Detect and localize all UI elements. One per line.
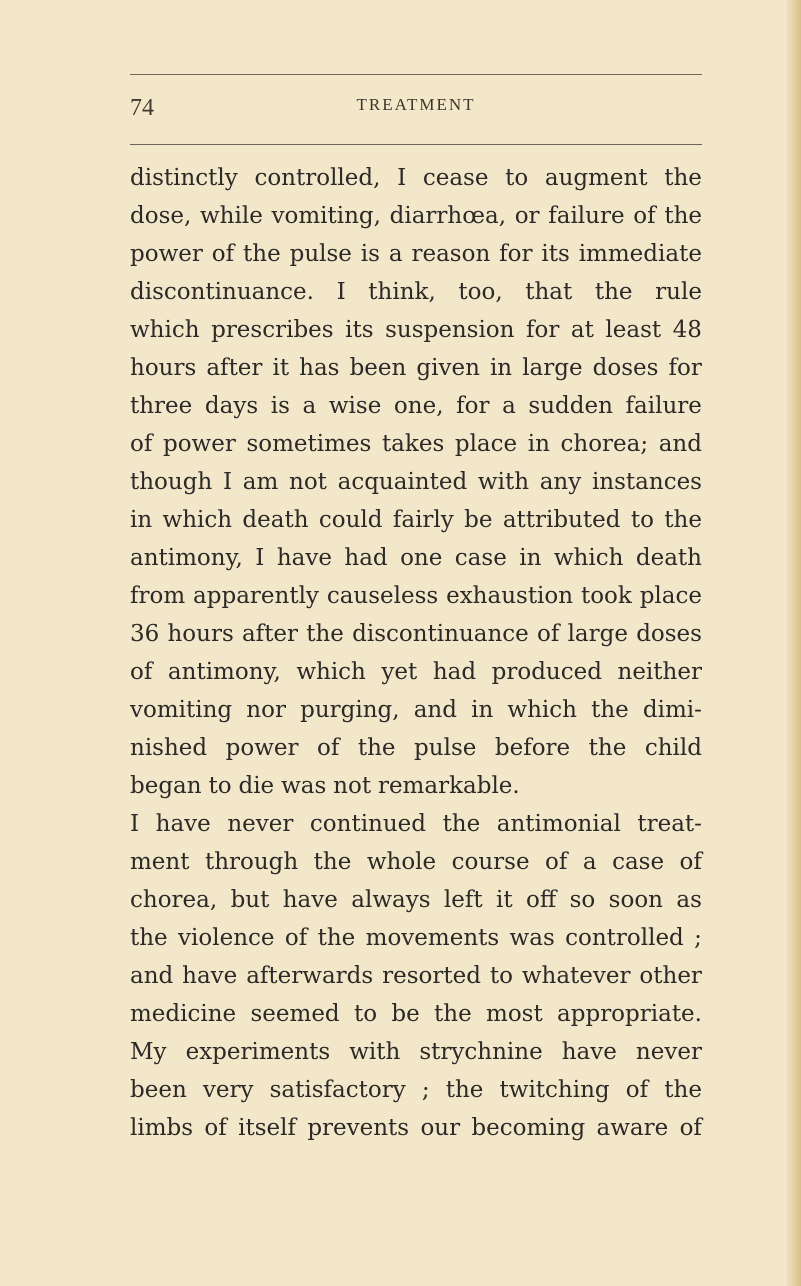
word: of (537, 621, 560, 647)
word: the (243, 241, 281, 267)
text-line (130, 501, 702, 539)
text-line (130, 387, 702, 425)
word: discontinuance. (130, 279, 314, 305)
text-line (130, 653, 702, 691)
word: the (588, 735, 627, 761)
word: to (630, 507, 654, 533)
word: of (204, 1115, 227, 1141)
word: distinctly (130, 165, 238, 191)
word: could (318, 507, 383, 533)
word: power (162, 431, 236, 457)
word: which (130, 317, 200, 343)
word: resorted (382, 963, 481, 989)
word: augment (544, 165, 648, 191)
word: in (130, 507, 153, 533)
word: soon (608, 887, 663, 913)
text-line (130, 159, 702, 197)
word: sometimes (246, 431, 372, 457)
word: exhaustion (446, 583, 574, 609)
word: experiments (185, 1039, 331, 1065)
word: one (400, 545, 443, 571)
word: strychnine (419, 1039, 543, 1065)
text-line (130, 1071, 702, 1109)
word: of (284, 925, 308, 951)
word: of (211, 241, 235, 267)
word: nished (130, 735, 208, 761)
word: of (130, 431, 153, 457)
word: twitching (499, 1077, 610, 1103)
word: death (242, 507, 309, 533)
word: which (296, 659, 366, 685)
word: the (664, 1077, 702, 1103)
word: which (162, 507, 233, 533)
word: case (612, 849, 665, 875)
word: the (434, 1001, 472, 1027)
word: hours (130, 355, 197, 381)
word: with (349, 1039, 401, 1065)
word: the (130, 925, 168, 951)
word: after (241, 621, 299, 647)
word: been (349, 355, 407, 381)
word: of (130, 659, 153, 685)
word: instances (591, 469, 702, 495)
word: I (336, 279, 346, 305)
word: dimi- (642, 697, 702, 723)
word: rule (655, 279, 702, 305)
word: the (313, 849, 352, 875)
word: but (230, 887, 270, 913)
word: for (668, 355, 702, 381)
word: 48 (672, 317, 702, 343)
word: as (676, 887, 702, 913)
text-line (130, 881, 702, 919)
word: diarrhœa, (389, 203, 506, 229)
word: whatever (521, 963, 631, 989)
word: takes (381, 431, 445, 457)
word: continued (309, 811, 427, 837)
word: death (635, 545, 702, 571)
word: of (545, 849, 568, 875)
word: left (443, 887, 483, 913)
word: before (494, 735, 571, 761)
word: least (605, 317, 662, 343)
text-line (130, 425, 702, 463)
word: prescribes (211, 317, 334, 343)
word: is (270, 393, 290, 419)
word: doses (592, 355, 659, 381)
word: I (255, 545, 265, 571)
word: of (633, 203, 656, 229)
word: the (594, 279, 633, 305)
text-line (130, 1033, 702, 1071)
word: whole (366, 849, 437, 875)
page-number: 74 (130, 95, 154, 121)
text-line (130, 957, 702, 995)
word: prevents (307, 1115, 410, 1141)
word: had (432, 659, 477, 685)
word: becoming (471, 1115, 586, 1141)
word: controlled, (254, 165, 381, 191)
word: acquainted (337, 469, 468, 495)
word: the (357, 735, 396, 761)
text-line (130, 311, 702, 349)
word: pulse (414, 735, 477, 761)
word: a (388, 241, 403, 267)
text-line (130, 349, 702, 387)
word: yet (381, 659, 418, 685)
word: not (333, 773, 372, 799)
word: My (130, 1039, 167, 1065)
word: course (451, 849, 530, 875)
word: power (225, 735, 299, 761)
word: most (486, 1001, 543, 1027)
word: causeless (326, 583, 439, 609)
word: began (130, 773, 202, 799)
word: any (539, 469, 582, 495)
word: very (202, 1077, 254, 1103)
word: child (644, 735, 702, 761)
word: itself (238, 1115, 296, 1141)
word: given (416, 355, 480, 381)
word: three (130, 393, 193, 419)
text-line (130, 577, 702, 615)
word: of (625, 1077, 649, 1103)
word: failure (625, 393, 702, 419)
word: have (561, 1039, 617, 1065)
word: chorea, (130, 887, 218, 913)
word: had (344, 545, 388, 571)
word: of (679, 849, 702, 875)
word: in (471, 697, 494, 723)
word: cease (422, 165, 489, 191)
word: movements (365, 925, 500, 951)
text-line (130, 463, 702, 501)
word: always (351, 887, 431, 913)
word: large (567, 621, 628, 647)
word: appropriate. (557, 1001, 702, 1027)
word: the (664, 203, 702, 229)
word: failure (548, 203, 625, 229)
word: pulse (289, 241, 352, 267)
word: be (391, 1001, 420, 1027)
word: been (130, 1077, 187, 1103)
word: so (569, 887, 596, 913)
word: neither (617, 659, 702, 685)
word: in (519, 545, 542, 571)
word: and (130, 963, 174, 989)
text-line (130, 235, 702, 273)
text-line (130, 729, 702, 767)
word: from (130, 583, 186, 609)
word: for (456, 393, 490, 419)
word: have (282, 887, 338, 913)
running-head: TREATMENT (356, 95, 476, 114)
word: am (242, 469, 279, 495)
word: that (525, 279, 573, 305)
word: for (499, 241, 533, 267)
word: one, (393, 393, 444, 419)
word: never (227, 811, 294, 837)
word: while (199, 203, 263, 229)
word: after (206, 355, 263, 381)
word: fairly (392, 507, 454, 533)
text-line (130, 843, 702, 881)
word: took (580, 583, 632, 609)
word: apparently (193, 583, 319, 609)
word: the (664, 507, 702, 533)
word: die (238, 773, 275, 799)
word: with (477, 469, 530, 495)
word: of (317, 735, 340, 761)
word: too, (458, 279, 503, 305)
word: in (489, 355, 513, 381)
text-line (130, 995, 702, 1033)
word: at (570, 317, 594, 343)
page-header (130, 93, 702, 123)
word: antimony, (130, 545, 243, 571)
word: sudden (528, 393, 613, 419)
word: for (526, 317, 560, 343)
word: vomiting, (271, 203, 381, 229)
word: other (639, 963, 702, 989)
word: which (507, 697, 577, 723)
word: place (454, 431, 518, 457)
text-line (130, 197, 702, 235)
word: antimony, (167, 659, 281, 685)
word: ; (694, 925, 702, 951)
word: satisfactory (269, 1077, 406, 1103)
word: attributed (502, 507, 621, 533)
word: or (514, 203, 540, 229)
word: have (155, 811, 211, 837)
text-line (130, 691, 702, 729)
word: medicine (130, 1001, 237, 1027)
word: limbs (130, 1115, 194, 1141)
word: vomiting (130, 697, 233, 723)
word: antimonial (496, 811, 621, 837)
word: reason (411, 241, 491, 267)
word: days (204, 393, 259, 419)
body-text (130, 159, 702, 1147)
word: power (130, 241, 203, 267)
header-rule-top (130, 74, 702, 75)
word: its (541, 241, 570, 267)
word: the (664, 165, 702, 191)
word: is (360, 241, 380, 267)
word: through (204, 849, 299, 875)
word: controlled (565, 925, 684, 951)
word: in (527, 431, 550, 457)
word: was (281, 773, 327, 799)
page-edge-shadow (787, 0, 801, 1286)
word: 36 (130, 621, 160, 647)
word: and (413, 697, 457, 723)
header-rule-bottom (130, 144, 702, 145)
word: dose, (130, 203, 192, 229)
text-line (130, 919, 702, 957)
word: a (502, 393, 516, 419)
word: the (442, 811, 481, 837)
word: be (464, 507, 493, 533)
word: doses (636, 621, 702, 647)
word: the (445, 1077, 484, 1103)
word: of (679, 1115, 702, 1141)
word: and (658, 431, 702, 457)
text-line (130, 539, 702, 577)
word: the (591, 697, 629, 723)
word: never (635, 1039, 702, 1065)
word: have (182, 963, 238, 989)
text-line (130, 805, 702, 843)
word: it (496, 887, 513, 913)
word: violence (178, 925, 275, 951)
word: place (639, 583, 702, 609)
word: which (553, 545, 624, 571)
word: its (345, 317, 374, 343)
word: I (130, 811, 140, 837)
word: purging, (300, 697, 400, 723)
word: a (302, 393, 317, 419)
word: suspension (385, 317, 515, 343)
word: nor (246, 697, 286, 723)
word: chorea; (560, 431, 649, 457)
word: to (505, 165, 529, 191)
word: I (397, 165, 407, 191)
text-line (130, 767, 702, 805)
word: to (353, 1001, 378, 1027)
word: hours (167, 621, 234, 647)
word: the (306, 621, 344, 647)
word: immediate (578, 241, 702, 267)
word: to (208, 773, 232, 799)
word: it (272, 355, 290, 381)
word: off (526, 887, 557, 913)
word: aware (596, 1115, 669, 1141)
text-line (130, 1109, 702, 1147)
word: afterwards (246, 963, 374, 989)
word: discontinuance (352, 621, 529, 647)
word: treat- (637, 811, 702, 837)
word: ; (421, 1077, 430, 1103)
word: has (299, 355, 340, 381)
word: have (276, 545, 332, 571)
text-line (130, 615, 702, 653)
word: large (522, 355, 583, 381)
word: think, (368, 279, 436, 305)
word: seemed (250, 1001, 340, 1027)
word: case (454, 545, 507, 571)
text-line (130, 273, 702, 311)
word: remarkable. (377, 773, 520, 799)
word: not (289, 469, 327, 495)
word: though (130, 469, 213, 495)
word: our (420, 1115, 461, 1141)
word: a (582, 849, 597, 875)
word: to (489, 963, 513, 989)
word: wise (328, 393, 382, 419)
word: I (222, 469, 233, 495)
word: ment (130, 849, 190, 875)
word: produced (491, 659, 602, 685)
word: the (317, 925, 356, 951)
word: was (509, 925, 555, 951)
